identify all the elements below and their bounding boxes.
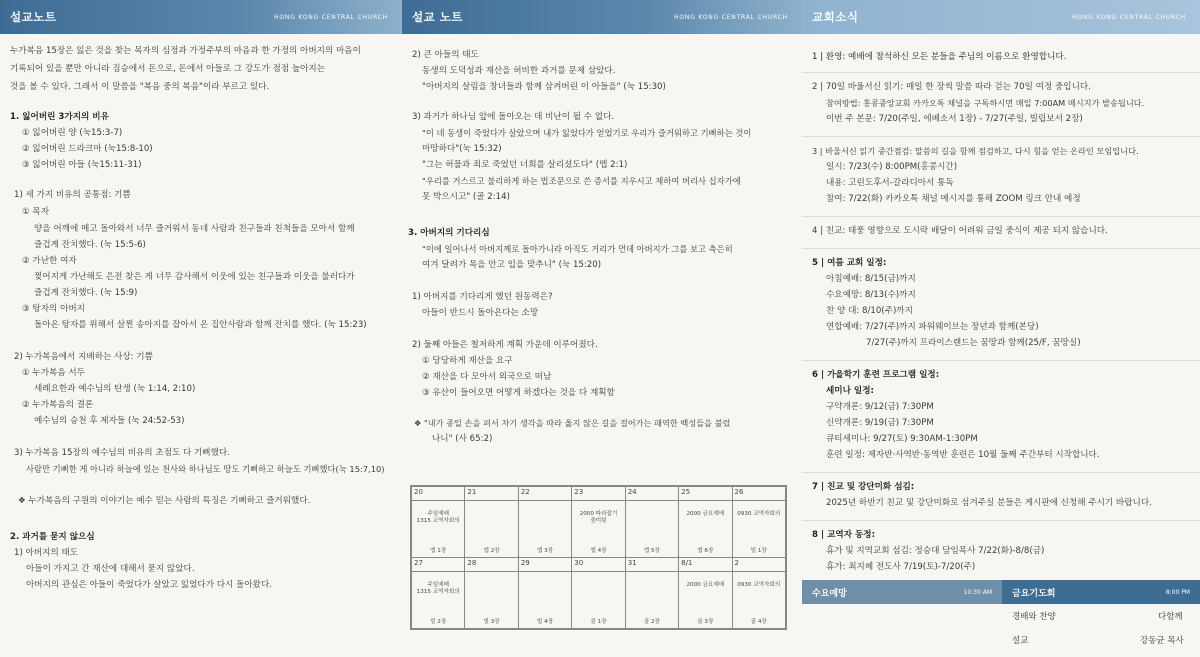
calendar-day-cell xyxy=(572,572,625,629)
divider xyxy=(802,472,1200,473)
subheading: 2) 누가복음에서 지배하는 사상: 기쁨 xyxy=(14,352,153,362)
church-name: HONG KONG CENTRAL CHURCH xyxy=(1072,13,1186,21)
paragraph: 아버지의 관심은 아들이 죽었다가 살았고 잃었다가 다시 돌아왔다. xyxy=(26,580,272,590)
calendar-date: 31 xyxy=(625,558,678,572)
paragraph: 못 박으시고" (골 2:14) xyxy=(422,192,510,202)
friday-prayer xyxy=(1002,580,1200,604)
paragraph: "이에 일어나서 아버지께로 돌아가니라 아직도 거리가 먼데 아버지가 그를 보고 측은히 xyxy=(422,244,733,254)
paragraph: 아들이 가지고 간 재산에 대해서 묻지 않았다. xyxy=(26,564,195,574)
order-leader: 강동균 목사 xyxy=(1140,636,1184,646)
service-order-header xyxy=(802,580,1200,604)
calendar-event: 0930 교역자회의 xyxy=(737,511,781,517)
calendar-reading: 골 2장 xyxy=(643,619,660,625)
list-item: ② 재산을 다 모아서 외국으로 떠남 xyxy=(422,372,552,382)
calendar-date: 25 xyxy=(679,487,732,501)
calendar-day-cell xyxy=(412,501,465,558)
calendar-reading: 엡 6장 xyxy=(697,548,714,554)
note: ❖ 누가복음의 구원의 이야기는 예수 믿는 사람의 특징은 기뻐하고 즐거워했다. xyxy=(18,496,311,506)
calendar-day-cell xyxy=(518,501,571,558)
church-name: HONG KONG CENTRAL CHURCH xyxy=(674,13,788,21)
calendar-reading: 엡 1장 xyxy=(430,548,447,554)
list-item: ① 목자 xyxy=(22,207,50,217)
calendar-date: 20 xyxy=(412,487,465,501)
news-item: 7 | 친교 및 강단미화 섬김: xyxy=(812,482,915,492)
list-item: ① 잃어버린 양 (눅15:3-7) xyxy=(22,128,123,138)
calendar-reading: 빌 3장 xyxy=(483,619,500,625)
paragraph: 세례요한과 예수님의 탄생 (눅 1:14, 2:10) xyxy=(34,384,196,394)
news-detail: 7/27(주)까지 프라이스랜드는 꿈땅과 함께(25/F, 꿈땅실) xyxy=(866,338,1081,348)
news-item: 6 | 가을학기 훈련 프로그램 일정: xyxy=(812,370,940,380)
paragraph: 즐겁게 잔치했다. (눅 15:9) xyxy=(34,288,138,298)
divider xyxy=(802,136,1200,137)
paragraph: 양을 어깨에 메고 돌아와서 너무 즐거워서 동네 사람과 친구들과 친척들을 모아서 함께 xyxy=(34,224,355,234)
calendar-day-cell xyxy=(732,501,785,558)
calendar-date: 22 xyxy=(518,487,571,501)
calendar-reading: 골 1장 xyxy=(590,619,607,625)
divider xyxy=(802,216,1200,217)
calendar-day-cell xyxy=(732,572,785,629)
calendar-event: 주일예배 1315 교역자회의 xyxy=(416,582,460,595)
paragraph: "우리를 거스르고 불리하게 하는 법조문으로 쓴 증서를 지우시고 제하여 버리사 십자가에 xyxy=(422,176,741,186)
news-item: 5 | 여름 교회 일정: xyxy=(812,258,887,268)
wednesday-service xyxy=(802,580,1002,604)
subheading: 1) 세 가지 비유의 공통점: 기쁨 xyxy=(14,190,131,200)
calendar-date: 23 xyxy=(572,487,625,501)
news-detail: 신약개론: 9/19(금) 7:30PM xyxy=(826,418,934,428)
calendar-reading: 빌 4장 xyxy=(536,619,554,625)
news-detail: 휴가 및 지역교회 섬김: 정승대 담임목사 7/22(화)-8/8(금) xyxy=(826,546,1045,556)
friday-prayer-time: 8:00 PM xyxy=(1165,588,1190,596)
news-detail: 수요예망: 8/13(수)까지 xyxy=(826,290,916,300)
paragraph: "아버지의 살림을 창녀들과 함께 삼켜버린 이 아들을" (눅 15:30) xyxy=(422,82,666,92)
friday-prayer-label: 금요기도회 xyxy=(1012,588,1056,599)
calendar-day-cell xyxy=(625,501,678,558)
news-detail: 참여방법: 홍콩중앙교회 카카오톡 채널을 구독하시면 매일 7:00AM 메시지가 발송됩니다. xyxy=(826,98,1145,108)
column-header xyxy=(802,0,1200,34)
subheading: 1) 아버지를 기다리게 했던 원동력은? xyxy=(412,292,553,302)
section-heading: 2. 과거를 묻지 않으심 xyxy=(10,532,95,542)
paragraph: "이 네 동생이 죽었다가 살았으며 내가 잃었다가 얻었기로 우리가 즐거워하고 기뻐하는 것이 xyxy=(422,128,752,138)
calendar-date: 28 xyxy=(465,558,518,572)
calendar-event: 2000 금요예배 xyxy=(686,511,725,517)
news-item: 8 | 교역자 동정: xyxy=(812,530,876,540)
divider xyxy=(802,520,1200,521)
divider xyxy=(802,248,1200,249)
calendar-day-cell xyxy=(412,572,465,629)
news-detail: 참여: 7/22(화) 카카오톡 채널 메시지를 통해 ZOOM 링크 안내 예정 xyxy=(826,194,1081,204)
wednesday-service-label: 수요예망 xyxy=(812,588,847,599)
calendar-day-cell xyxy=(679,572,732,629)
list-item: ① 누가복음 서두 xyxy=(22,368,85,378)
paragraph: 돌아온 탕자를 위해서 살찐 송아지를 잡아서 온 집안사람과 함께 잔치를 했다. (눅 15:23) xyxy=(34,320,367,330)
sermon-note-column-1 xyxy=(0,0,402,657)
wednesday-service-time: 10:30 AM xyxy=(963,588,992,596)
subheading: 3) 과거가 하나님 앞에 돌아오는 데 비난이 될 수 없다. xyxy=(412,112,615,122)
intro-line: 기록되어 있을 뿐만 아니라 짐승에서 돈으로, 돈에서 아들로 그 강도가 점점 높아지는 xyxy=(10,64,326,74)
calendar-date: 30 xyxy=(572,558,625,572)
calendar-reading: 엡 2장 xyxy=(483,548,500,554)
paragraph: 찢어지게 가난해도 은전 찾은 게 너무 감사해서 이웃에 있는 친구들과 이웃을 불러다가 xyxy=(34,272,355,282)
calendar-date: 8/1 xyxy=(679,558,732,572)
list-item: ② 잃어버린 드라크마 (눅15:8-10) xyxy=(22,144,153,154)
calendar-day-cell xyxy=(625,572,678,629)
divider xyxy=(802,360,1200,361)
note: ❖ "내가 종일 손을 펴서 자기 생각을 따라 옳지 않은 길을 걸어가는 패역한 백성들을 불렀 xyxy=(414,418,731,428)
column-title: 설교노트 xyxy=(10,10,57,24)
church-name: HONG KONG CENTRAL CHURCH xyxy=(274,13,388,21)
calendar-reading: 골 3장 xyxy=(697,619,714,625)
order-leader: 다함께 xyxy=(1158,612,1183,622)
paragraph: 여겨 달려가 목을 안고 입을 맞추니" (눅 15:20) xyxy=(422,260,602,270)
news-detail: 큐티세미나: 9/27(토) 9:30AM-1:30PM xyxy=(826,434,978,444)
list-item: ② 가난한 여자 xyxy=(22,256,77,266)
divider xyxy=(802,72,1200,73)
calendar-reading: 골 4장 xyxy=(750,619,767,625)
paragraph: 아들이 반드시 돌아온다는 소망 xyxy=(422,308,539,318)
calendar-date: 24 xyxy=(625,487,678,501)
calendar-day-cell xyxy=(572,501,625,558)
column-title: 교회소식 xyxy=(812,10,859,24)
column-header xyxy=(0,0,402,34)
paragraph: 예수님의 승천 후 제자들 (눅 24:52-53) xyxy=(34,416,185,426)
calendar-date: 27 xyxy=(412,558,465,572)
list-item: ① 당당하게 재산을 요구 xyxy=(422,356,513,366)
news-item: 2 | 70일 바울서신 읽기: 매일 한 장씩 말씀 따라 걷는 70일 여정 중입니다. xyxy=(812,82,1091,92)
calendar-date: 2 xyxy=(732,558,785,572)
calendar-reading: 빌 1장 xyxy=(750,548,767,554)
news-item: 1 | 환영: 예배에 참석하신 모든 분들을 주님의 이름으로 환영합니다. xyxy=(812,52,1067,62)
calendar-event: 주일예배 1315 교역자회의 xyxy=(416,511,460,524)
calendar-date: 26 xyxy=(732,487,785,501)
calendar-date: 29 xyxy=(518,558,571,572)
calendar-reading: 엡 3장 xyxy=(536,548,554,554)
calendar-reading: 빌 2장 xyxy=(430,619,447,625)
news-detail: 2025년 하반기 친교 및 강단미화로 섬겨주실 분들은 게시판에 신청해 주시기 바랍니다. xyxy=(826,498,1152,508)
news-item: 3 | 바울서신 읽기 중간점검: 말씀의 길을 함께 점검하고, 다시 힘을 얻는 온라인 모임입니다. xyxy=(812,146,1139,156)
calendar-day-cell xyxy=(465,501,518,558)
calendar-date: 21 xyxy=(465,487,518,501)
order-item: 경배와 찬양 xyxy=(1012,612,1056,622)
calendar-day-cell xyxy=(465,572,518,629)
paragraph: 마땅하다"(눅 15:32) xyxy=(422,144,502,154)
list-item: ③ 탕자의 아버지 xyxy=(22,304,85,314)
news-detail: 아침예배: 8/15(금)까지 xyxy=(826,274,916,284)
paragraph: 즐겁게 잔치했다. (눅 15:5-6) xyxy=(34,240,146,250)
calendar-event: 2000 금요예배 xyxy=(686,582,725,588)
calendar-event: 0930 교역자회의 xyxy=(737,582,781,588)
order-item: 설교 xyxy=(1012,636,1029,646)
news-detail: 찬 양 대: 8/10(주)까지 xyxy=(826,306,913,316)
subheading: 1) 아버지의 태도 xyxy=(14,548,79,558)
subheading: 2) 큰 아들의 태도 xyxy=(412,50,479,60)
news-detail: 이번 주 본문: 7/20(주일, 에베소서 1장) - 7/27(주일, 빌립보서 2장) xyxy=(826,114,1083,124)
calendar-event: 2000 따라잡기 줌미팅 xyxy=(579,511,618,524)
list-item: ③ 유산이 들어오면 어떻게 하겠다는 것을 다 계획함 xyxy=(422,388,615,398)
list-item: ③ 잃어버린 아들 (눅15:11-31) xyxy=(22,160,142,170)
subheading: 2) 둘째 아들은 철저하게 계획 가운데 이루어졌다. xyxy=(412,340,598,350)
list-item: ② 누가복음의 결론 xyxy=(22,400,94,410)
paragraph: 동생의 도덕성과 재산을 허비한 과거를 문제 삼았다. xyxy=(422,66,616,76)
intro-line: 것을 볼 수 있다. 그래서 이 말씀을 "복음 중의 복음"이라 부르고 있다. xyxy=(10,82,270,92)
section-heading: 1. 잃어버린 3가지의 비유 xyxy=(10,112,109,122)
news-detail: 휴가: 최지혜 전도사 7/19(토)-7/20(주) xyxy=(826,562,976,572)
intro-line: 누가복음 15장은 잃은 것을 찾는 목자의 심정과 가정주부의 마음과 한 가정의 아버지의 마음이 xyxy=(10,46,361,56)
column-title: 설교 노트 xyxy=(412,10,463,24)
news-detail: 연합예배: 7/27(주)까지 파워웨이브는 장년과 함께(본당) xyxy=(826,322,1039,332)
subheading: 3) 누가복음 15장의 예수님의 비유의 초점도 다 기뻐했다. xyxy=(14,448,230,458)
reading-calendar xyxy=(410,485,787,630)
column-header xyxy=(402,0,802,34)
news-detail: 세미나 일정: xyxy=(826,386,874,396)
calendar-reading: 엡 4장 xyxy=(590,548,607,554)
news-item: 4 | 친교: 태풍 영향으로 도시락 배달이 어려워 금일 중식이 제공 되지 않습니다. xyxy=(812,226,1108,236)
paragraph: 사람만 기뻐한 게 아니라 하늘에 있는 천사와 하나님도 땅도 기뻐하고 하늘도 기뻐했다(눅 15:7,10) xyxy=(26,464,385,474)
calendar-day-cell xyxy=(679,501,732,558)
news-detail: 훈련 일정: 제자반·사역반·동역반 훈련은 10월 둘째 주간부터 시작합니다. xyxy=(826,450,1100,460)
news-detail: 내용: 고린도후서-갈라디아서 통독 xyxy=(826,178,954,188)
news-detail: 구약개론: 9/12(금) 7:30PM xyxy=(826,402,934,412)
news-detail: 일시: 7/23(수) 8:00PM(홍콩시간) xyxy=(826,162,958,172)
calendar-day-cell xyxy=(518,572,571,629)
calendar-reading: 엡 5장 xyxy=(643,548,660,554)
note: 나니" (사 65:2) xyxy=(432,434,493,444)
paragraph: "그는 허물과 죄로 죽었던 너희를 살리셨도다" (엡 2:1) xyxy=(422,160,628,170)
section-heading: 3. 아버지의 기다리심 xyxy=(408,228,490,238)
